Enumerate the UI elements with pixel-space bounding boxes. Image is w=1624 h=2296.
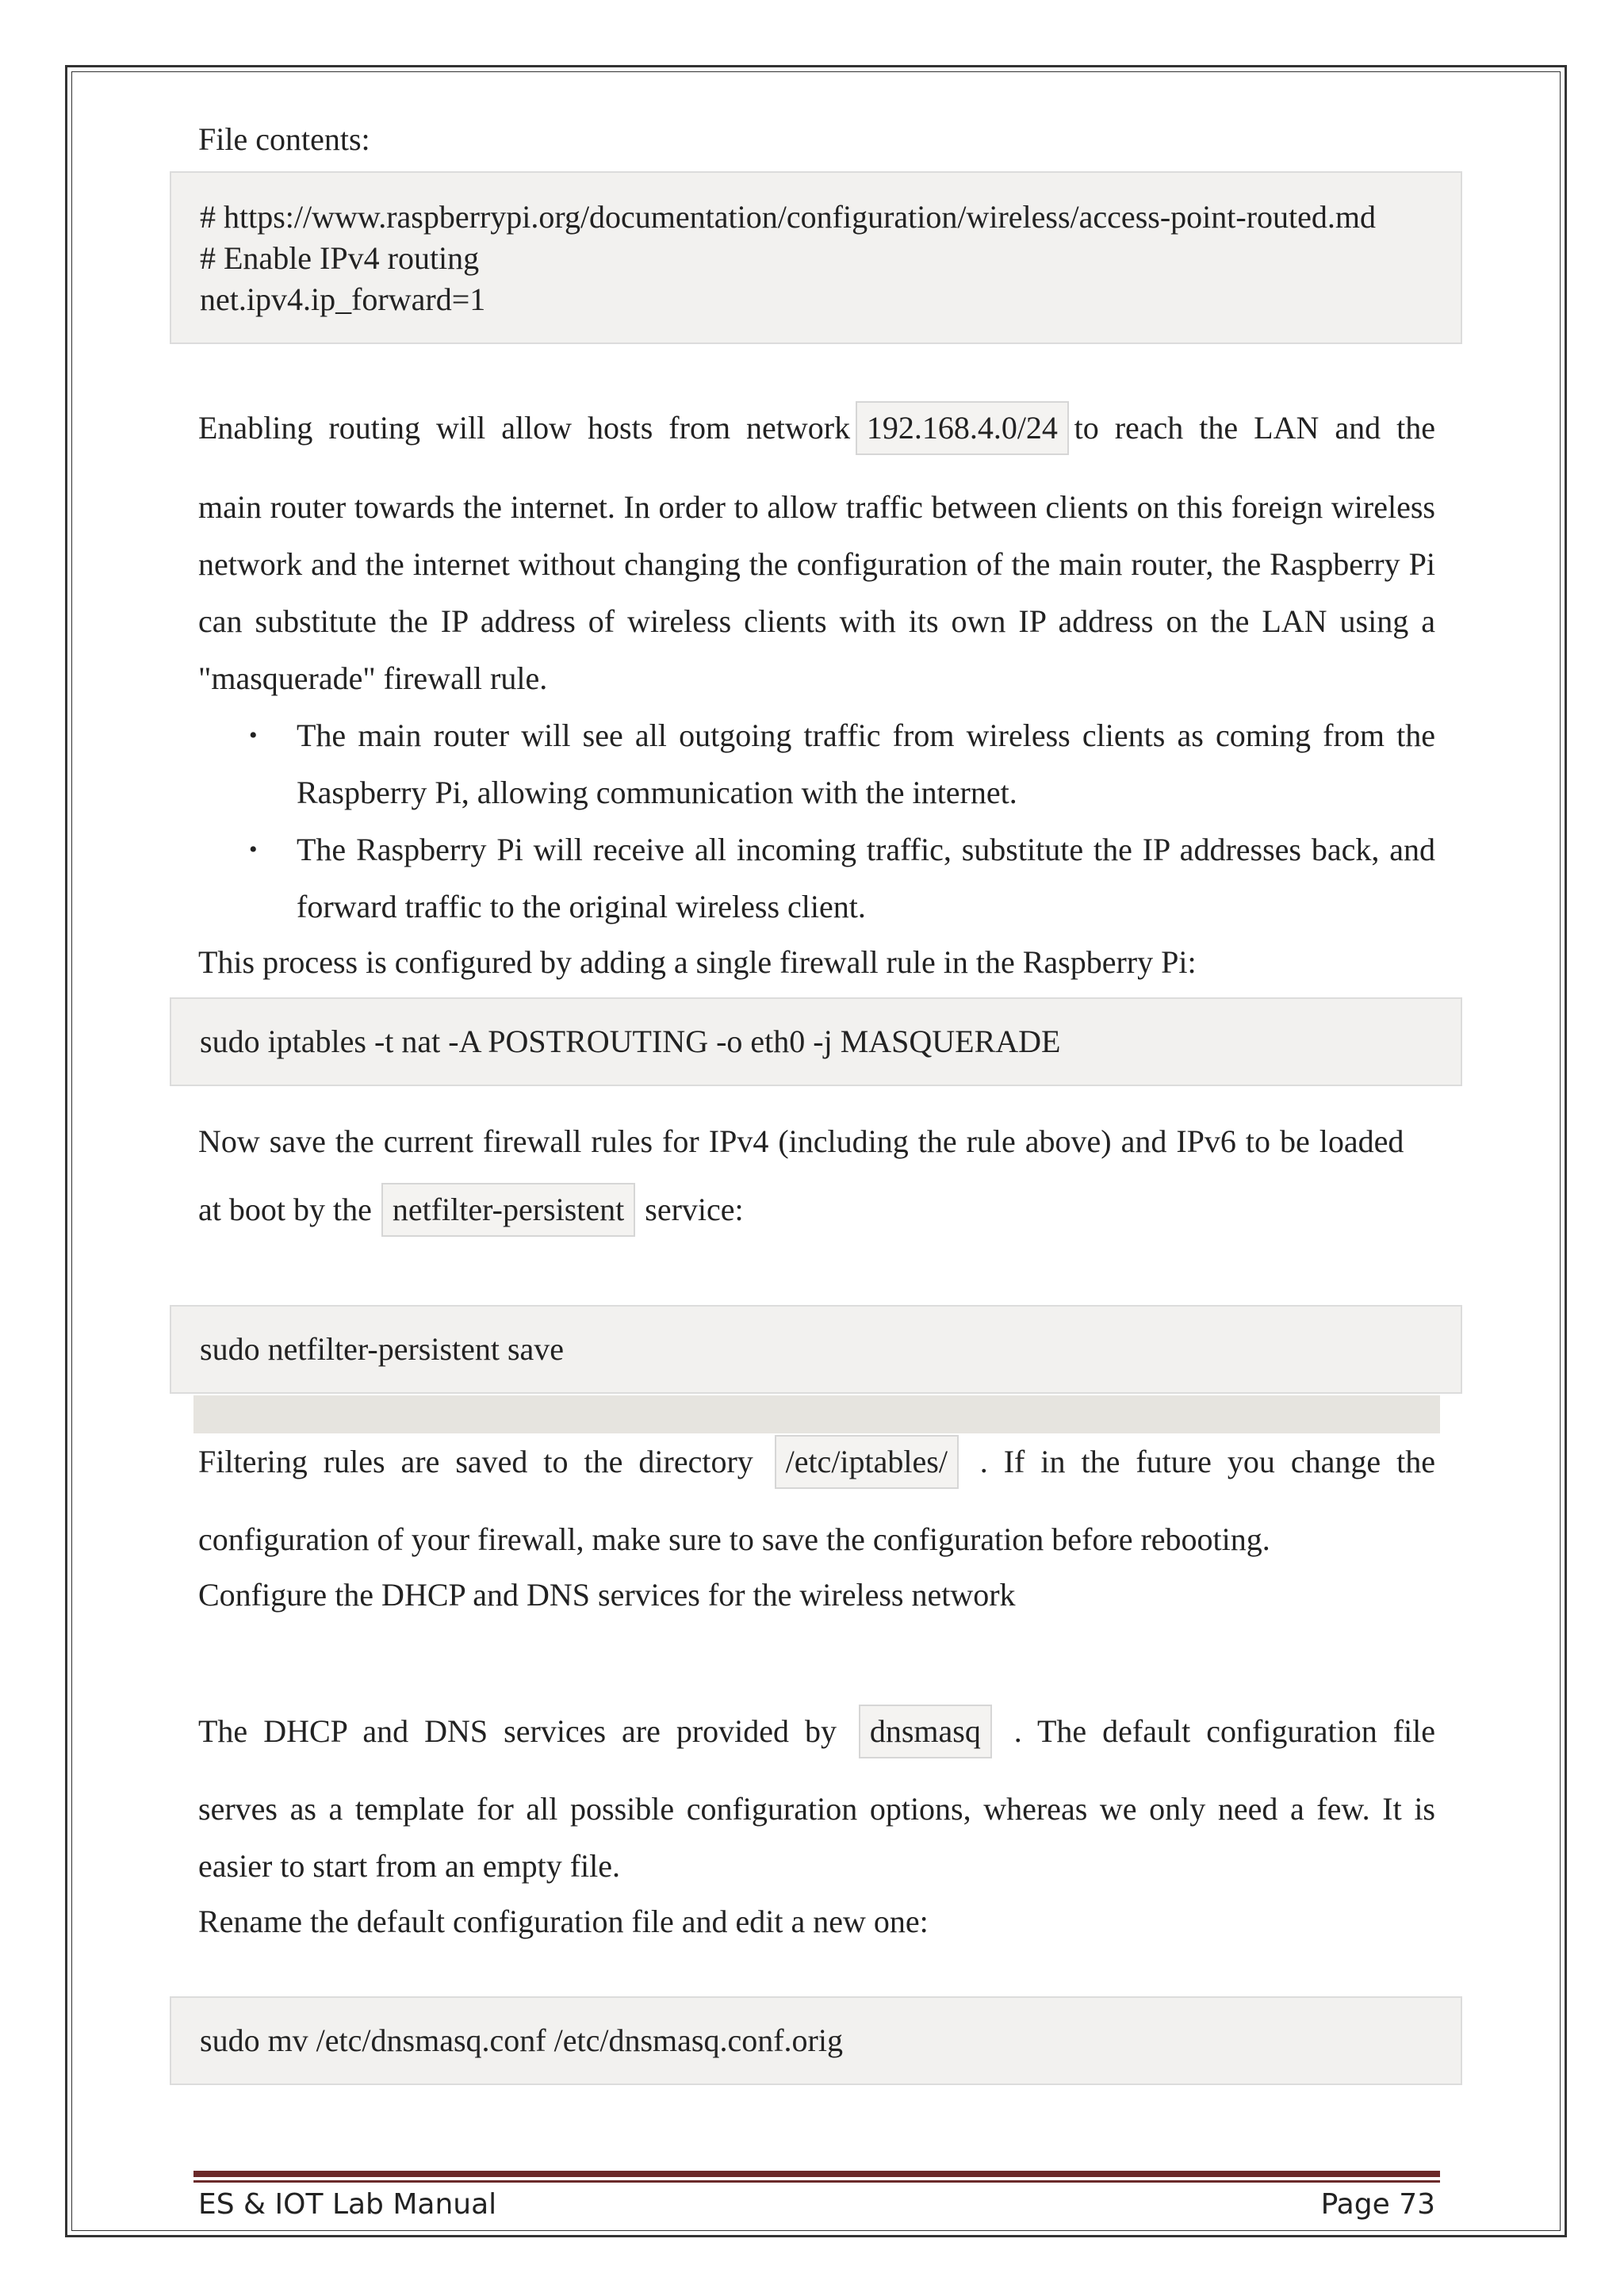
- footer-title: ES & IOT Lab Manual: [198, 2188, 497, 2221]
- bullet-icon: •: [249, 722, 258, 748]
- code-line: net.ipv4.ip_forward=1: [200, 281, 486, 317]
- save-paragraph-line1: Now save the current firewall rules for IPv4 (including the rule above) and IPv6 to be loaded: [198, 1123, 1404, 1159]
- filter-text-post: . If in the future you change the: [979, 1444, 1435, 1479]
- separator-bar: [193, 1395, 1440, 1433]
- routing-paragraph-line1: [198, 400, 1435, 457]
- inline-code-dnsmasq: dnsmasq: [859, 1705, 992, 1758]
- code-block-sysctl: [170, 171, 1462, 344]
- list-item-text: The Raspberry Pi will receive all incoming traffic, substitute the IP addresses back, and forward traffic to the original wireless client.: [297, 832, 1435, 924]
- section-heading-dhcp: Configure the DHCP and DNS services for the wireless network: [198, 1577, 1016, 1613]
- code-block-iptables: sudo iptables -t nat -A POSTROUTING -o eth0 -j MASQUERADE: [170, 997, 1462, 1086]
- rename-paragraph: Rename the default configuration file and edit a new one:: [198, 1904, 929, 1939]
- inline-code-network: 192.168.4.0/24: [856, 401, 1069, 455]
- filter-paragraph-line1: [198, 1433, 1435, 1490]
- code-line: # https://www.raspberrypi.org/documentation/configuration/wireless/access-point-routed.md: [200, 199, 1376, 235]
- intro-label: File contents:: [198, 121, 370, 157]
- routing-paragraph-rest: main router towards the internet. In order to allow traffic between clients on this foreign wireless network and the internet without changing the configuration of the main router, the Raspberry Pi can substitute the IP address of wireless clients with its own IP address on the LAN using a "masquerade" firewall rule.: [198, 489, 1435, 696]
- filter-text-pre: Filtering rules are saved to the directory: [198, 1444, 753, 1479]
- dnsmasq-paragraph-line1: [198, 1703, 1435, 1760]
- save-text-pre: at boot by the: [198, 1192, 372, 1227]
- page-number: Page 73: [1320, 2188, 1435, 2221]
- list-item: [198, 707, 1435, 821]
- dnsmasq-text-post: . The default configuration file: [1013, 1713, 1435, 1749]
- code-block-mv: sudo mv /etc/dnsmasq.conf /etc/dnsmasq.conf.orig: [170, 1996, 1462, 2085]
- bullet-list: [198, 707, 1435, 936]
- inline-code-service: netfilter-persistent: [381, 1183, 635, 1237]
- dnsmasq-text-pre: The DHCP and DNS services are provided by: [198, 1713, 837, 1749]
- filter-paragraph-rest: configuration of your firewall, make sure to save the configuration before rebooting.: [198, 1521, 1270, 1557]
- save-paragraph-line2: [198, 1181, 1435, 1238]
- list-item: [198, 821, 1435, 936]
- process-paragraph: This process is configured by adding a single firewall rule in the Raspberry Pi:: [198, 944, 1197, 980]
- dnsmasq-paragraph-rest: serves as a template for all possible configuration options, whereas we only need a few. It is easier to start from an empty file.: [198, 1791, 1435, 1884]
- footer-rule: [193, 2171, 1440, 2177]
- code-block-save: sudo netfilter-persistent save: [170, 1305, 1462, 1394]
- inline-code-directory: /etc/iptables/: [775, 1435, 959, 1489]
- save-text-post: service:: [645, 1192, 744, 1227]
- code-line: # Enable IPv4 routing: [200, 240, 480, 276]
- list-item-text: The main router will see all outgoing traffic from wireless clients as coming from the Raspberry Pi, allowing communication with the internet.: [297, 718, 1435, 810]
- footer-rule: [193, 2180, 1440, 2183]
- routing-text-post: to reach the LAN and the: [1074, 410, 1435, 446]
- page-footer: [198, 2188, 1435, 2221]
- routing-text-pre: Enabling routing will allow hosts from network: [198, 410, 851, 446]
- bullet-icon: •: [249, 836, 258, 863]
